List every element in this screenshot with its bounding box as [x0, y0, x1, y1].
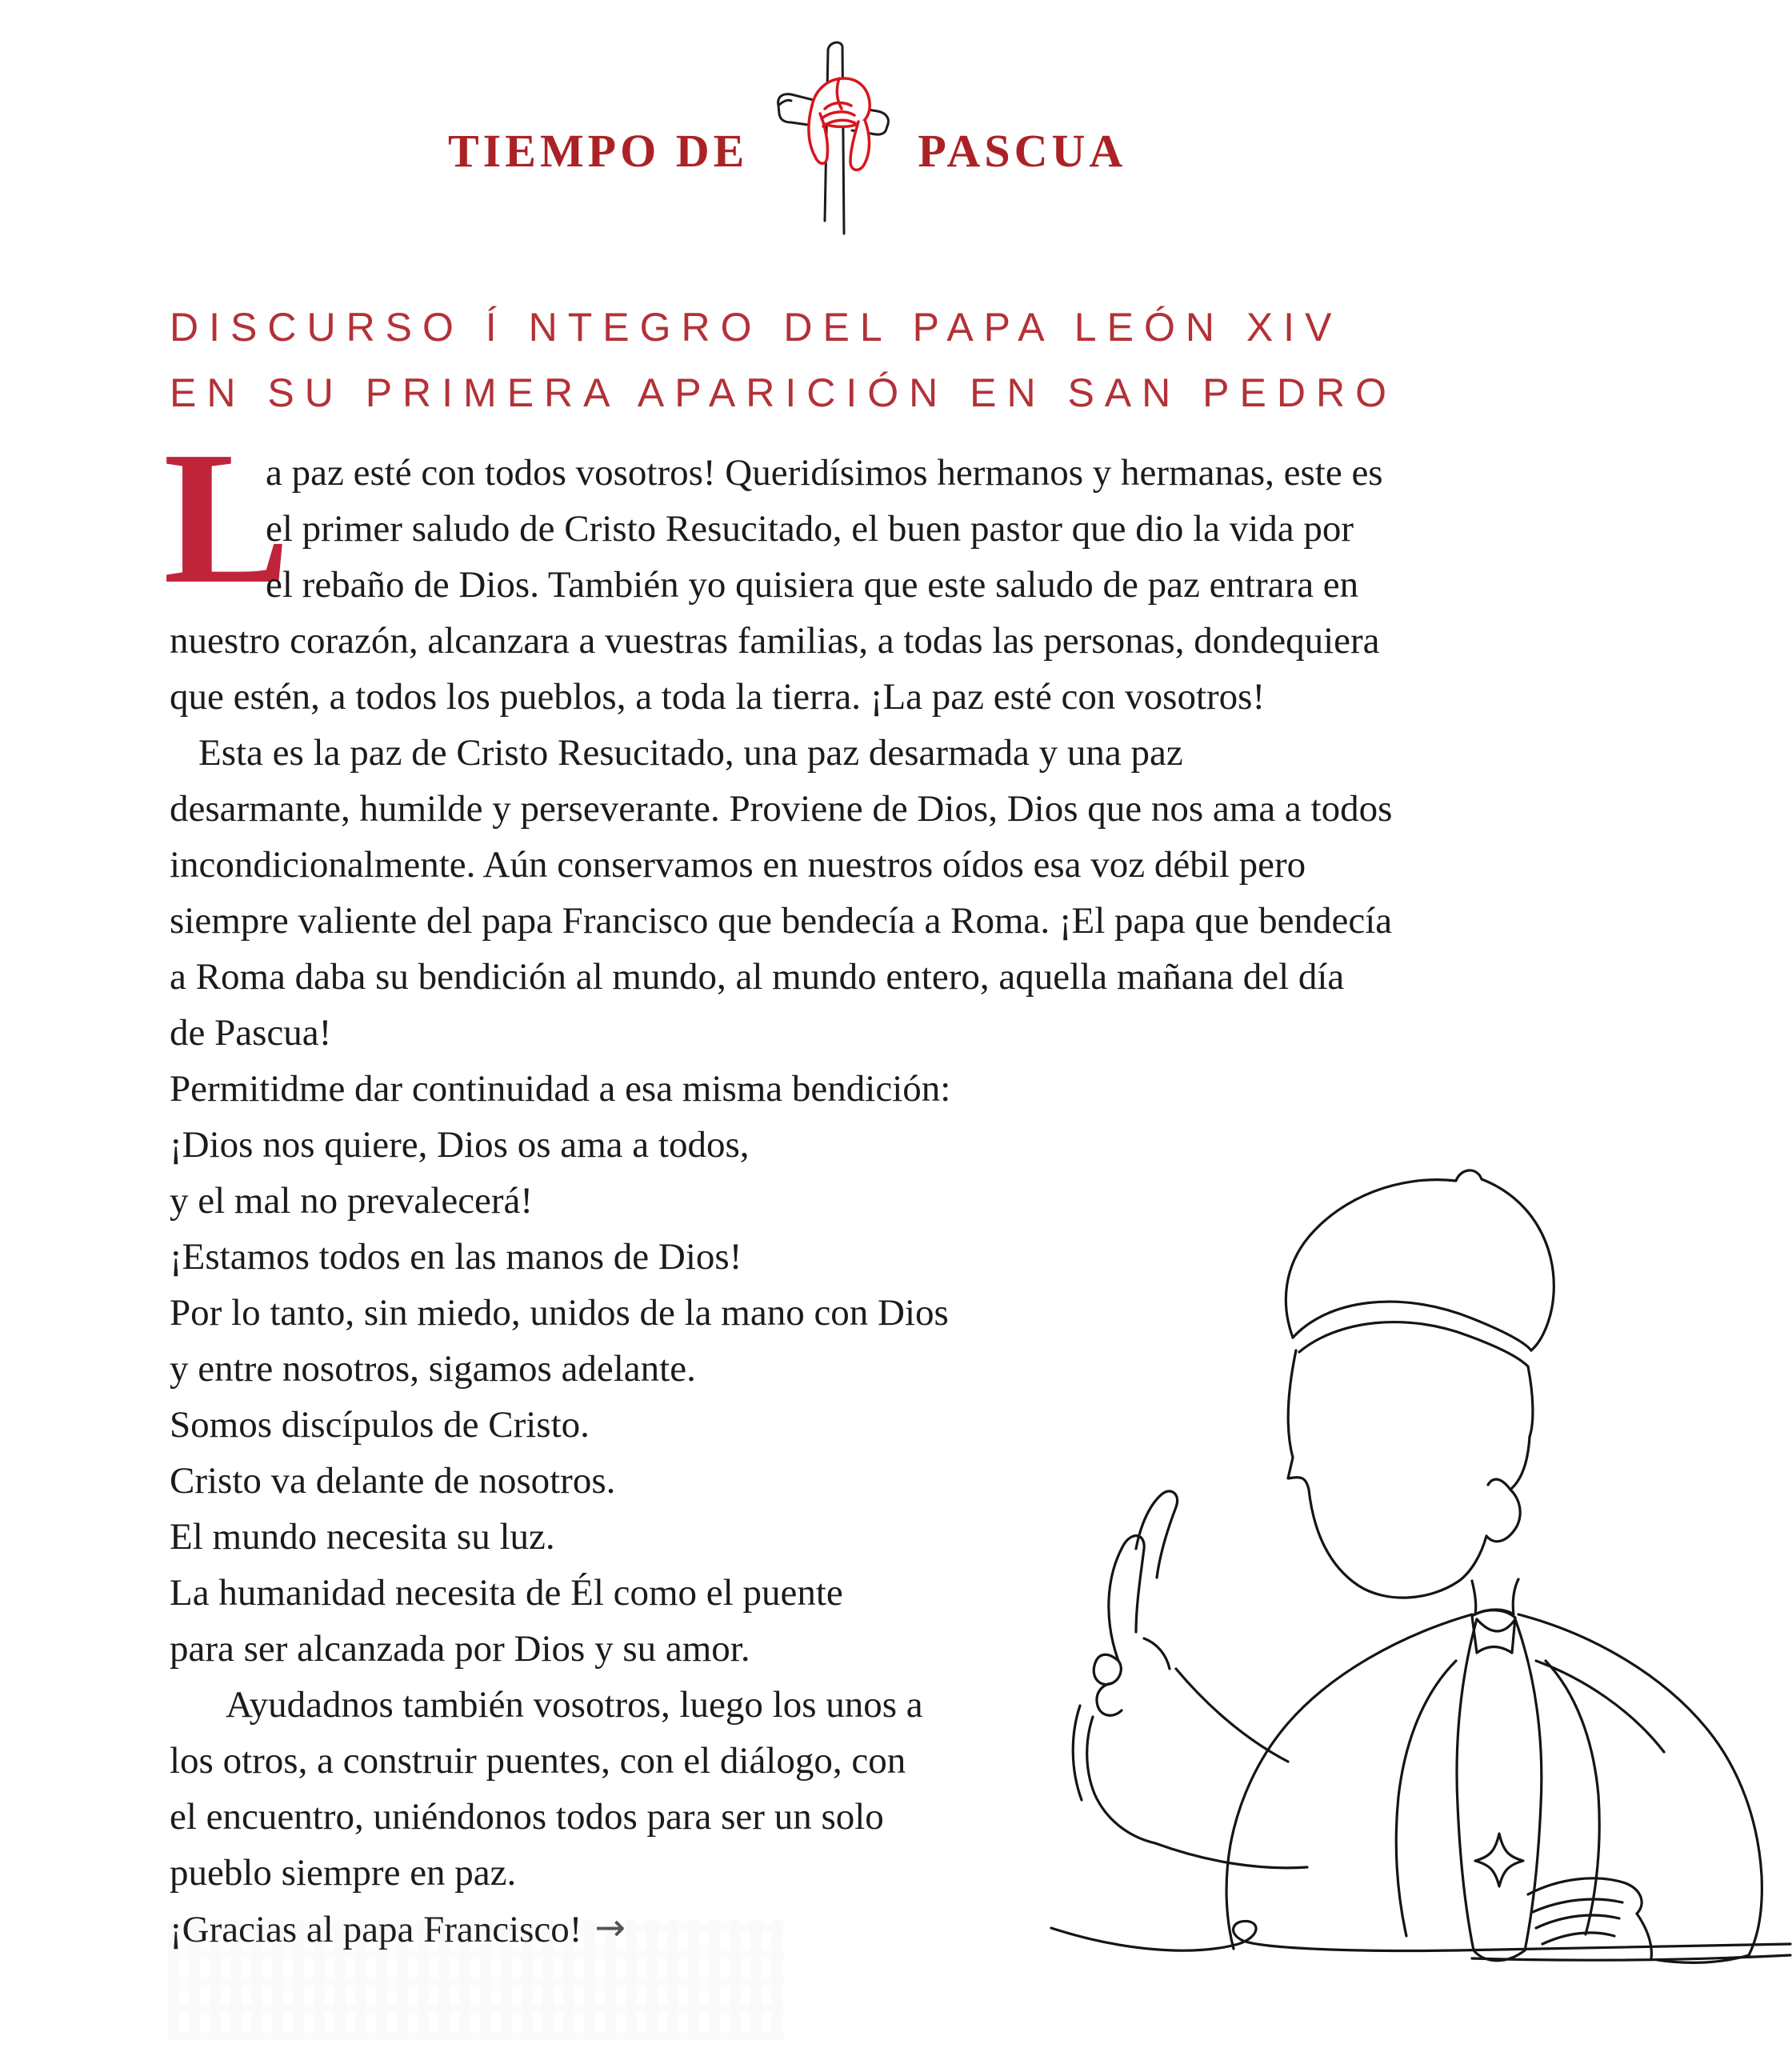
- section-title-line-1: DISCURSO Í NTEGRO DEL PAPA LEÓN XIV: [170, 305, 1342, 350]
- article-text-line: Permitidme dar continuidad a esa misma bendición:: [170, 1068, 951, 1110]
- article-text-line: ¡Dios nos quiere, Dios os ama a todos,: [170, 1124, 750, 1166]
- pope-line-art-illustration: [1024, 1101, 1792, 1968]
- article-text-line: La humanidad necesita de Él como el puente: [170, 1572, 843, 1614]
- article-text-line: de Pascua!: [170, 1012, 332, 1054]
- article-text-line: incondicionalmente. Aún conservamos en nuestros oídos esa voz débil pero: [170, 844, 1306, 886]
- article-text-line: Cristo va delante de nosotros.: [170, 1460, 616, 1502]
- drop-cap: L: [163, 413, 290, 623]
- article-text-line: ¡Gracias al papa Francisco! →: [170, 1901, 1610, 1957]
- article-text-line: Esta es la paz de Cristo Resucitado, una paz desarmada y una paz: [198, 732, 1183, 774]
- section-title-line-2: EN SU PRIMERA APARICIÓN EN SAN PEDRO: [170, 370, 1397, 415]
- section-title: [170, 294, 1397, 426]
- article-text-line: nuestro corazón, alcanzara a vuestras familias, a todas las personas, dondequiera: [170, 620, 1380, 662]
- article-text-line: a Roma daba su bendición al mundo, al mundo entero, aquella mañana del día: [170, 956, 1345, 998]
- article-text-line: y el mal no prevalecerá!: [170, 1180, 534, 1222]
- cross-with-shroud-icon: [769, 32, 897, 242]
- article-text-line: el encuentro, uniéndonos todos para ser un solo: [170, 1796, 884, 1838]
- masthead: [448, 29, 1126, 245]
- article-text-line: que estén, a todos los pueblos, a toda la tierra. ¡La paz esté con vosotros!: [170, 676, 1266, 718]
- right-arrow-icon: →: [594, 1906, 626, 1949]
- article-text-line: Ayudadnos también vosotros, luego los unos a: [226, 1684, 923, 1726]
- article-text-line: para ser alcanzada por Dios y su amor.: [170, 1628, 750, 1670]
- masthead-right-text: PASCUA: [918, 125, 1127, 177]
- article-text-line: pueblo siempre en paz.: [170, 1852, 517, 1894]
- article-text-line: y entre nosotros, sigamos adelante.: [170, 1348, 696, 1390]
- article-text-line: El mundo necesita su luz.: [170, 1516, 555, 1558]
- article-text-line: Por lo tanto, sin miedo, unidos de la mano con Dios: [170, 1292, 949, 1334]
- article-text-line: a paz esté con todos vosotros! Queridísimos hermanos y hermanas, este es: [266, 452, 1383, 494]
- article-text-line: siempre valiente del papa Francisco que bendecía a Roma. ¡El papa que bendecía: [170, 900, 1393, 942]
- article-text-line: el primer saludo de Cristo Resucitado, el buen pastor que dio la vida por: [266, 508, 1354, 550]
- masthead-left-text: TIEMPO DE: [448, 125, 749, 177]
- print-noise-artifact: [168, 1920, 784, 2040]
- article-text-line: los otros, a construir puentes, con el diálogo, con: [170, 1740, 906, 1782]
- article-text-line: desarmante, humilde y perseverante. Proviene de Dios, Dios que nos ama a todos: [170, 788, 1393, 830]
- article-text-line: ¡Estamos todos en las manos de Dios!: [170, 1236, 742, 1278]
- article-text-line: el rebaño de Dios. También yo quisiera que este saludo de paz entrara en: [266, 564, 1359, 606]
- article-text-line: Somos discípulos de Cristo.: [170, 1404, 590, 1446]
